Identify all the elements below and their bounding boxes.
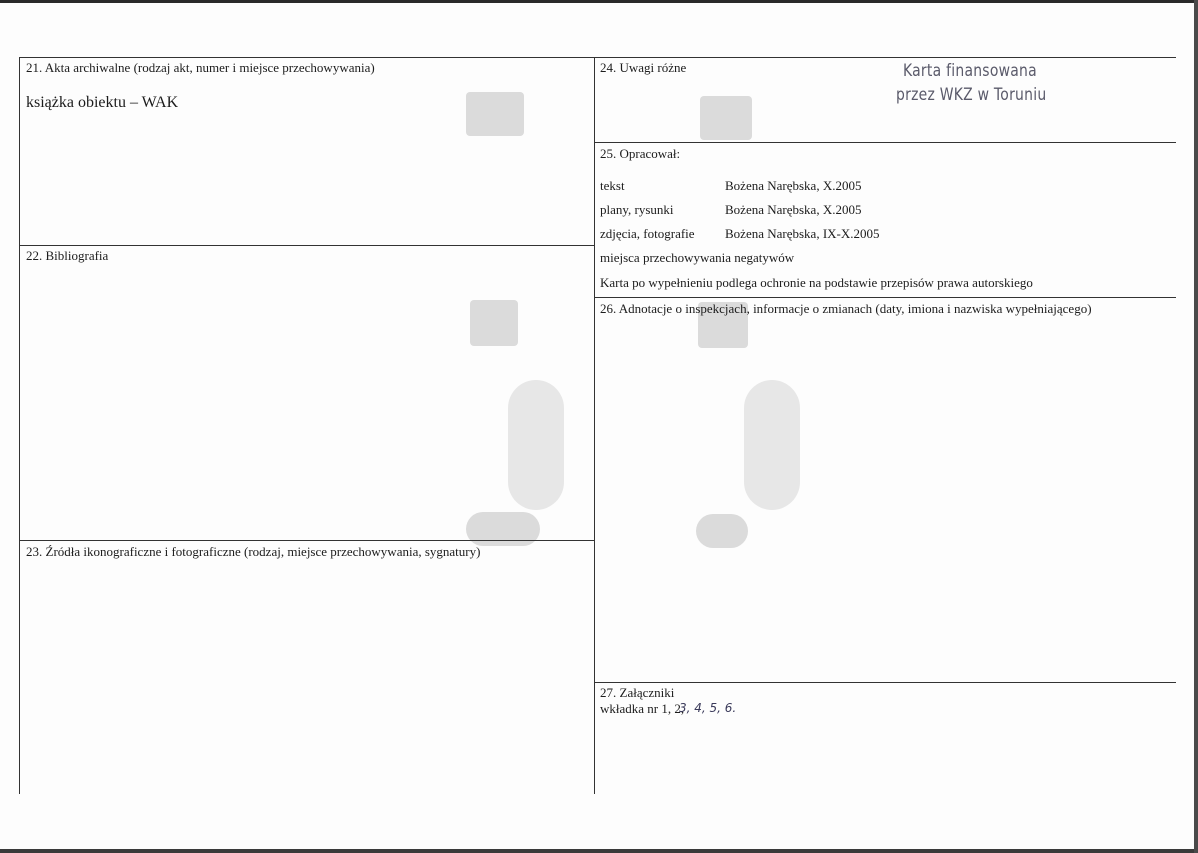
field-23-label: 23. Źródła ikonograficzne i fotograficzne (rodzaj, miejsce przechowywania, sygnatury) [26, 544, 481, 559]
top-rule [19, 57, 1176, 58]
field-22-label: 22. Bibliografia [26, 248, 109, 263]
author-row-value: Bożena Narębska, X.2005 [725, 178, 862, 193]
bleed-through-mark [700, 96, 752, 140]
field-25-label: 25. Opracował: [600, 146, 681, 161]
author-row-value: Bożena Narębska, IX-X.2005 [725, 226, 880, 241]
rule-after-21 [19, 245, 594, 246]
bleed-through-mark [508, 380, 564, 510]
rule-after-22 [19, 540, 594, 541]
author-row-key: tekst [600, 178, 625, 193]
bleed-through-mark [466, 92, 524, 136]
field-27-value-handwritten: 3, 4, 5, 6. [679, 701, 737, 715]
scan-edge-right [1194, 0, 1198, 853]
rule-after-26 [594, 682, 1176, 683]
field-24-label: 24. Uwagi różne [600, 60, 687, 75]
funding-stamp-line-2: przez WKZ w Toruniu [896, 85, 1047, 105]
copyright-notice: Karta po wypełnieniu podlega ochronie na podstawie przepisów prawa autorskiego [600, 275, 1033, 290]
left-border [19, 57, 20, 794]
funding-stamp-line-1: Karta finansowana [903, 61, 1037, 81]
field-21-value: książka obiektu – WAK [26, 94, 179, 111]
bleed-through-mark [696, 514, 748, 548]
center-divider [594, 57, 595, 794]
bleed-through-mark [470, 300, 518, 346]
rule-after-25 [594, 297, 1176, 298]
field-26-label: 26. Adnotacje o inspekcjach, informacje o zmianach (daty, imiona i nazwiska wypełniającego) [600, 301, 1092, 316]
scan-edge-bottom [0, 849, 1198, 853]
bleed-through-mark [744, 380, 800, 510]
author-row-value: Bożena Narębska, X.2005 [725, 202, 862, 217]
negatives-location-label: miejsca przechowywania negatywów [600, 250, 795, 265]
field-27-value-printed: wkładka nr 1, 2, [600, 701, 685, 716]
rule-after-24 [594, 142, 1176, 143]
author-row-key: zdjęcia, fotografie [600, 226, 695, 241]
field-27-label: 27. Załączniki [600, 685, 675, 700]
scan-edge-top [0, 0, 1198, 3]
author-row-key: plany, rysunki [600, 202, 674, 217]
field-21-label: 21. Akta archiwalne (rodzaj akt, numer i miejsce przechowywania) [26, 60, 375, 75]
